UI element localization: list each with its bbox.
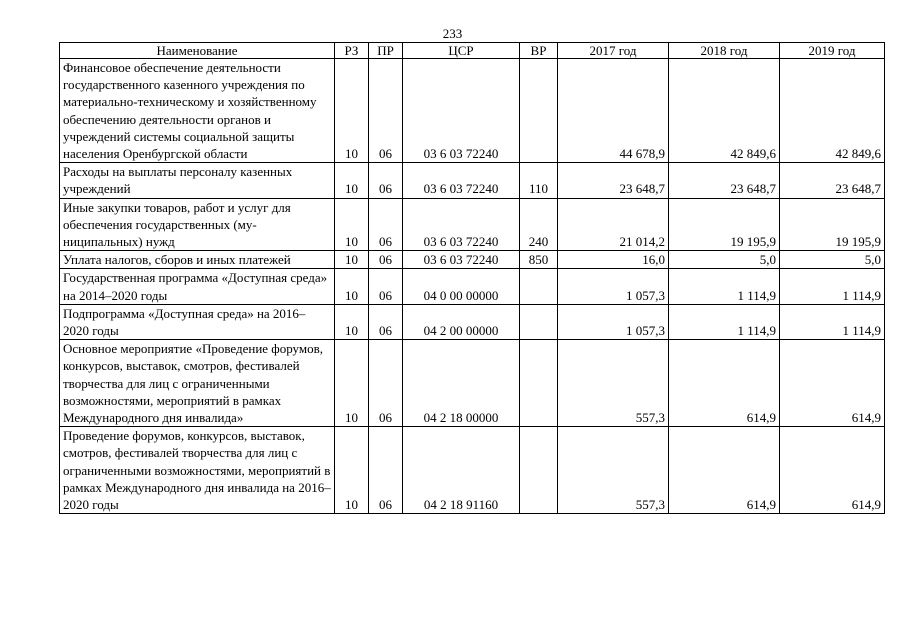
row-2019-value: 1 114,9 bbox=[780, 269, 885, 304]
row-pr: 06 bbox=[369, 163, 403, 198]
row-rz: 10 bbox=[335, 269, 369, 304]
row-pr: 06 bbox=[369, 269, 403, 304]
row-2017-value: 16,0 bbox=[558, 251, 669, 269]
row-pr: 06 bbox=[369, 251, 403, 269]
row-2017-value: 23 648,7 bbox=[558, 163, 669, 198]
row-csr: 03 6 03 72240 bbox=[403, 251, 520, 269]
table-row bbox=[60, 269, 885, 304]
row-2018-value: 5,0 bbox=[669, 251, 780, 269]
row-csr: 04 0 00 00000 bbox=[403, 269, 520, 304]
table-row bbox=[60, 340, 885, 427]
row-rz: 10 bbox=[335, 304, 369, 339]
row-name: Подпрограмма «Доступная среда» на 2016–2020 годы bbox=[60, 304, 335, 339]
row-csr: 03 6 03 72240 bbox=[403, 163, 520, 198]
row-rz: 10 bbox=[335, 59, 369, 163]
header-name: Наименование bbox=[60, 43, 335, 59]
row-rz: 10 bbox=[335, 198, 369, 251]
row-vr: 110 bbox=[520, 163, 558, 198]
header-pr: ПР bbox=[369, 43, 403, 59]
row-csr: 04 2 18 91160 bbox=[403, 427, 520, 514]
row-name: Основное мероприятие «Проведение форумов, конкурсов, выставок, смотров, фестивалей творчества для лиц с ограниченными возможностями, мероприятий в рамках Международного дня инвалида» bbox=[60, 340, 335, 427]
row-2017-value: 1 057,3 bbox=[558, 269, 669, 304]
row-2019-value: 19 195,9 bbox=[780, 198, 885, 251]
row-2017-value: 21 014,2 bbox=[558, 198, 669, 251]
header-csr: ЦСР bbox=[403, 43, 520, 59]
row-2017-value: 44 678,9 bbox=[558, 59, 669, 163]
row-2018-value: 614,9 bbox=[669, 427, 780, 514]
header-rz: РЗ bbox=[335, 43, 369, 59]
row-name: Проведение форумов, конкурсов, выставок, смотров, фестивалей творчества для лиц с ограниченными возможностями, мероприятий в рамках Международного дня инвалида на 2016–2020 годы bbox=[60, 427, 335, 514]
row-2019-value: 614,9 bbox=[780, 340, 885, 427]
row-2019-value: 5,0 bbox=[780, 251, 885, 269]
row-2019-value: 1 114,9 bbox=[780, 304, 885, 339]
row-2018-value: 19 195,9 bbox=[669, 198, 780, 251]
row-name: Иные закупки товаров, работ и услуг для обеспечения государственных (муниципальных) нужд bbox=[60, 198, 335, 251]
row-pr: 06 bbox=[369, 340, 403, 427]
table-row bbox=[60, 251, 885, 269]
row-2017-value: 557,3 bbox=[558, 427, 669, 514]
header-vr: ВР bbox=[520, 43, 558, 59]
row-2017-value: 557,3 bbox=[558, 340, 669, 427]
budget-table bbox=[59, 42, 885, 514]
row-name: Уплата налогов, сборов и иных платежей bbox=[60, 251, 335, 269]
row-vr bbox=[520, 304, 558, 339]
row-csr: 04 2 00 00000 bbox=[403, 304, 520, 339]
table-row bbox=[60, 427, 885, 514]
row-csr: 03 6 03 72240 bbox=[403, 198, 520, 251]
row-name: Расходы на выплаты персоналу казенных учреждений bbox=[60, 163, 335, 198]
row-rz: 10 bbox=[335, 340, 369, 427]
row-rz: 10 bbox=[335, 251, 369, 269]
row-2019-value: 23 648,7 bbox=[780, 163, 885, 198]
row-rz: 10 bbox=[335, 427, 369, 514]
table-row bbox=[60, 163, 885, 198]
row-pr: 06 bbox=[369, 304, 403, 339]
header-2017: 2017 год bbox=[558, 43, 669, 59]
row-vr bbox=[520, 427, 558, 514]
row-2019-value: 42 849,6 bbox=[780, 59, 885, 163]
row-2017-value: 1 057,3 bbox=[558, 304, 669, 339]
row-2018-value: 23 648,7 bbox=[669, 163, 780, 198]
table-row bbox=[60, 198, 885, 251]
row-vr bbox=[520, 59, 558, 163]
row-name: Государственная программа «Доступная среда» на 2014–2020 годы bbox=[60, 269, 335, 304]
header-2019: 2019 год bbox=[780, 43, 885, 59]
row-vr bbox=[520, 269, 558, 304]
row-2019-value: 614,9 bbox=[780, 427, 885, 514]
page-number: 233 bbox=[442, 26, 463, 41]
row-csr: 04 2 18 00000 bbox=[403, 340, 520, 427]
row-rz: 10 bbox=[335, 163, 369, 198]
row-name: Финансовое обеспечение деятельности государственного казенного учреждения по материально-техническому и хозяйственному обеспечению деятельности органов и учреждений системы социальной защиты населения Оренбургской области bbox=[60, 59, 335, 163]
row-2018-value: 1 114,9 bbox=[669, 269, 780, 304]
row-vr: 850 bbox=[520, 251, 558, 269]
row-2018-value: 42 849,6 bbox=[669, 59, 780, 163]
row-vr bbox=[520, 340, 558, 427]
row-2018-value: 1 114,9 bbox=[669, 304, 780, 339]
table-header-row bbox=[60, 43, 885, 59]
row-vr: 240 bbox=[520, 198, 558, 251]
row-2018-value: 614,9 bbox=[669, 340, 780, 427]
table-row bbox=[60, 304, 885, 339]
table-row bbox=[60, 59, 885, 163]
row-pr: 06 bbox=[369, 198, 403, 251]
row-csr: 03 6 03 72240 bbox=[403, 59, 520, 163]
row-pr: 06 bbox=[369, 59, 403, 163]
row-pr: 06 bbox=[369, 427, 403, 514]
header-2018: 2018 год bbox=[669, 43, 780, 59]
